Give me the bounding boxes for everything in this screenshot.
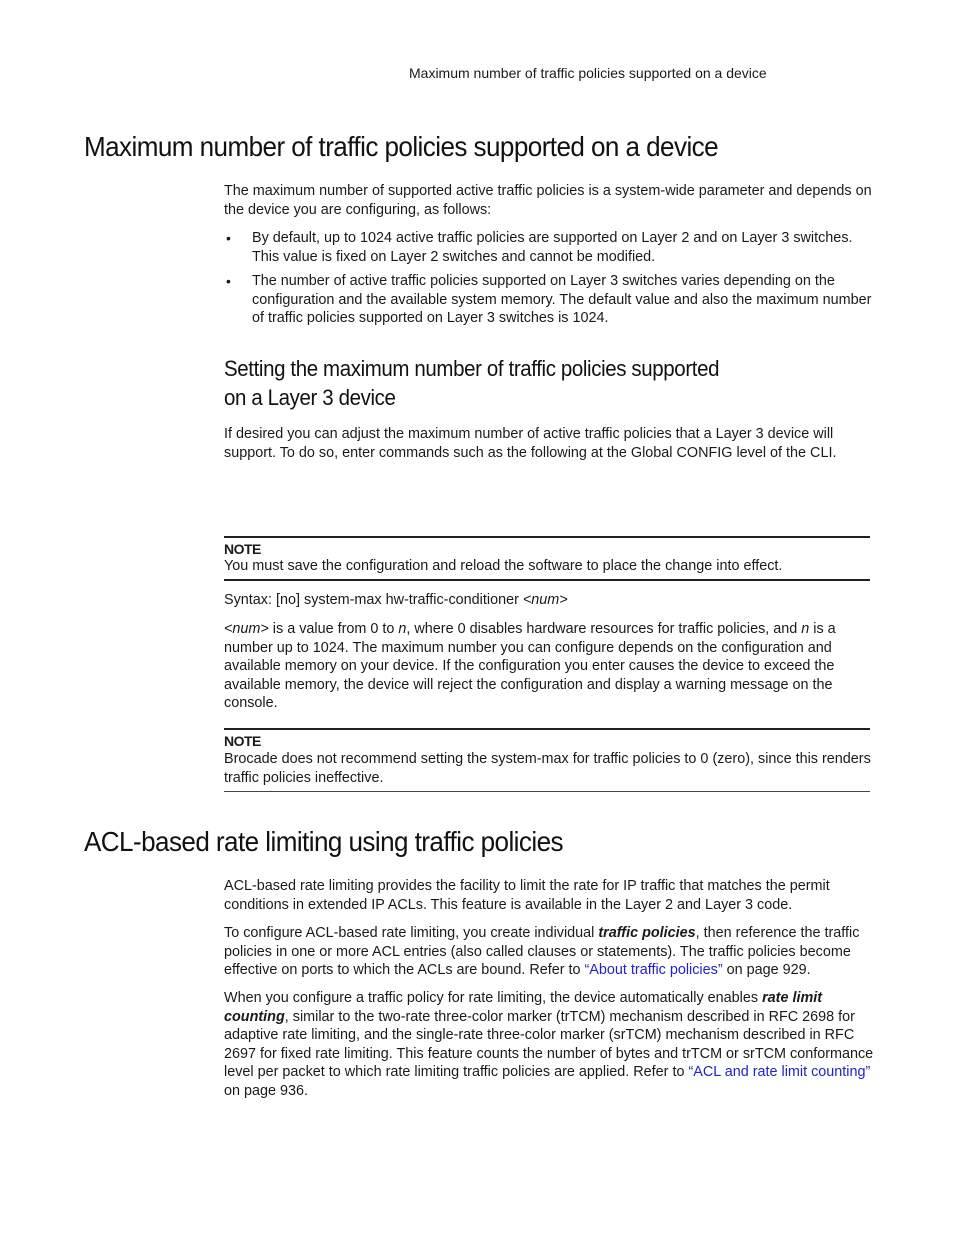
section2-intro: If desired you can adjust the maximum number of active traffic policies that a Layer 3 device will support. To do so, enter commands such as the following at the Global CONFIG level of the CLI. <box>224 426 837 461</box>
note1-label: NOTE <box>224 541 261 557</box>
desc-text: , where 0 disables hardware resources for traffic policies, and <box>406 621 802 637</box>
syntax-label: Syntax: <box>224 592 272 608</box>
bullet-text: The number of active traffic policies supported on Layer 3 switches varies depending on the configuration and the available system memory. The default value and also the maximum number of traffic policies supported on Layer 3 switches is 1024. <box>252 273 872 327</box>
link-acl-rate-limit-counting[interactable]: “ACL and rate limit counting” <box>688 1064 871 1081</box>
section1-bullet-list <box>224 229 874 334</box>
p3-text: When you configure a traffic policy for rate limiting, the device automatically enables <box>224 990 763 1006</box>
p3-text: , similar to the two-rate three-color marker (trTCM) mechanism described in RFC 2698 for adaptive rate limiting, and the single-rate three-color marker (srTCM) mechanism described in RFC 2697 for fixed rate limiting. This feature counts the number of bytes and trTCM or srTCM conformance level per packet to which rate limiting traffic policies are applied. Refer to <box>224 1008 874 1081</box>
link-about-traffic-policies[interactable]: “About traffic policies” <box>584 962 723 979</box>
section1-intro: The maximum number of supported active traffic policies is a system-wide parameter and depends on the device you are configuring, as follows: <box>224 183 872 218</box>
bullet-icon: • <box>226 230 231 246</box>
syntax-optional: [no] <box>276 592 301 608</box>
p3-text: on page 936. <box>224 1082 309 1099</box>
bullet-icon: • <box>226 273 231 290</box>
bullet-text: By default, up to 1024 active traffic policies are supported on Layer 2 and on Layer 3 switches. This value is fixed on Layer 2 switches and cannot be modified. <box>252 230 853 265</box>
note1-text: You must save the configuration and reload the software to place the change into effect. <box>224 558 783 574</box>
p3-term: rate limit counting <box>224 990 823 1025</box>
note2-label: NOTE <box>224 733 261 749</box>
list-item <box>224 229 874 266</box>
desc-text: is a value from 0 to <box>268 621 399 637</box>
p2-term: traffic policies <box>598 925 696 941</box>
note1-top-rule <box>224 536 870 538</box>
section-title-acl-rate-limiting: ACL-based rate limiting using traffic policies <box>84 826 563 857</box>
note2-text: Brocade does not recommend setting the system-max for traffic policies to 0 (zero), since this renders traffic policies ineffective. <box>224 751 871 786</box>
syntax-line <box>224 592 568 608</box>
desc-text: is a number up to 1024. The maximum number you can configure depends on the configuration and available memory on your device. If the configuration you enter causes the device to exceed the available memory, the device will reject the configuration and display a warning message on the console. <box>224 621 836 712</box>
running-header: Maximum number of traffic policies supported on a device <box>409 65 767 81</box>
subsection-title-line2: on a Layer 3 device <box>224 385 396 410</box>
list-item <box>224 272 874 328</box>
subsection-title <box>224 354 719 412</box>
syntax-param: <num> <box>522 592 568 608</box>
subsection-title-line1: Setting the maximum number of traffic policies supported <box>224 356 720 381</box>
desc-var-n: n <box>801 621 810 637</box>
p2-text: , then reference the traffic policies in one or more ACL entries (also called clauses or statements). The traffic policies become effective on ports to which the ACLs are bound. Refer to <box>224 925 860 979</box>
note2-top-rule <box>224 728 870 730</box>
desc-param: <num> <box>224 621 269 637</box>
note2-bottom-rule <box>224 791 870 792</box>
section3-p3 <box>224 989 874 1101</box>
section-title-max-traffic-policies: Maximum number of traffic policies supported on a device <box>84 131 719 162</box>
syntax-command: system-max hw-traffic-conditioner <box>304 592 519 608</box>
p2-text: To configure ACL-based rate limiting, you create individual <box>224 925 599 941</box>
section3-p1: ACL-based rate limiting provides the facility to limit the rate for IP traffic that matches the permit conditions in extended IP ACLs. This feature is available in the Layer 2 and Layer 3 code. <box>224 878 830 913</box>
note1-bottom-rule <box>224 579 870 581</box>
syntax-description <box>224 620 874 713</box>
p2-text: on page 929. <box>722 962 811 979</box>
desc-var-n: n <box>398 621 407 637</box>
section3-p2 <box>224 924 874 980</box>
